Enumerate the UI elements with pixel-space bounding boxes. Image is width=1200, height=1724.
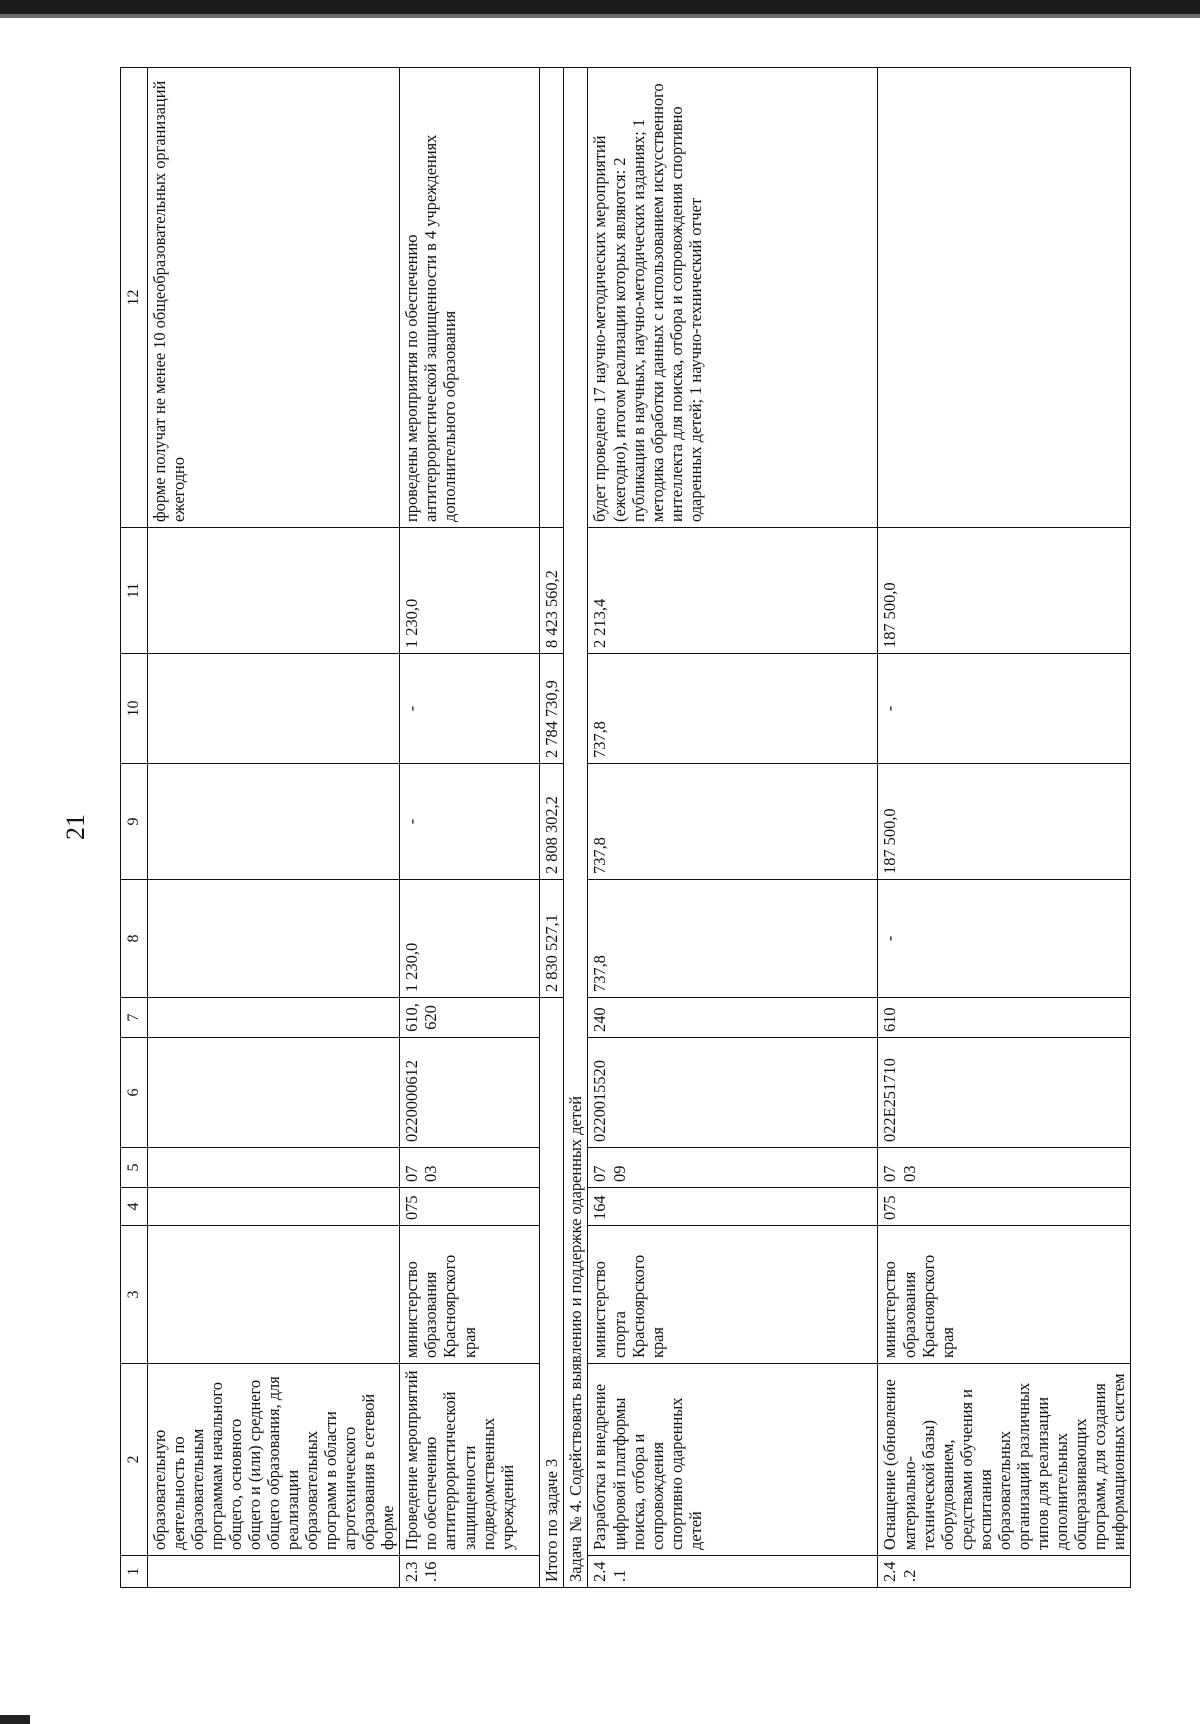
column-number-row — [121, 68, 148, 1588]
col-num-8: 8 — [121, 880, 148, 998]
cell-year2: 187 500,0 — [878, 764, 1130, 880]
cell-number — [148, 1556, 400, 1588]
cell-vr: 610, 620 — [400, 998, 540, 1038]
cell-activity: Оснащение (обновление материально-технической базы) оборудованием, средствами обучения и воспитания образовательных организаций различных типов для реализации дополнительных общеразвивающих программ, для создания информационных систем — [878, 1364, 1130, 1556]
col-num-1: 1 — [121, 1556, 148, 1588]
total-year2: 2 808 302,2 — [540, 764, 564, 880]
table-row-2-3-16 — [400, 68, 540, 1588]
cell-year1 — [148, 880, 400, 998]
col-num-7: 7 — [121, 998, 148, 1038]
col-num-12: 12 — [121, 68, 148, 528]
cell-csr — [148, 1038, 400, 1148]
cell-activity: Проведение мероприятий по обеспечению антитеррористической защищенности подведомственных учреждений — [400, 1364, 540, 1556]
cell-year3: - — [400, 654, 540, 764]
total-result — [540, 68, 564, 528]
col-num-5: 5 — [121, 1148, 148, 1188]
cell-number: 2.3.16 — [400, 1556, 540, 1588]
col-num-3: 3 — [121, 1226, 148, 1364]
cell-total: 187 500,0 — [878, 528, 1130, 654]
scan-top-border — [0, 0, 1200, 14]
cell-executor: министерство образования Красноярского края — [400, 1226, 540, 1364]
total-year1: 2 830 527,1 — [540, 880, 564, 998]
table-row-task-4-heading — [564, 68, 588, 1588]
col-num-10: 10 — [121, 654, 148, 764]
cell-result: форме получат не менее 10 общеобразовательных организаций ежегодно — [148, 68, 400, 528]
table-row-total-task-3 — [540, 68, 564, 1588]
cell-grbs: 075 — [878, 1188, 1130, 1226]
cell-result: проведены мероприятия по обеспечению антитеррористической защищенности в 4 учреждениях дополнительного образования — [400, 68, 540, 528]
total-sum: 8 423 560,2 — [540, 528, 564, 654]
budget-table — [120, 67, 1131, 1588]
cell-activity: Разработка и внедрение цифровой платформы поиска, отбора и сопровождения спортивно одаренных детей — [588, 1364, 878, 1556]
cell-executor: министерство образования Красноярского края — [878, 1226, 1130, 1364]
cell-vr: 240 — [588, 998, 878, 1038]
cell-executor: министерство спорта Красноярского края — [588, 1226, 878, 1364]
cell-year3: - — [878, 654, 1130, 764]
col-num-11: 11 — [121, 528, 148, 654]
cell-total: 1 230,0 — [400, 528, 540, 654]
cell-csr: 022E251710 — [878, 1038, 1130, 1148]
cell-year3: 737,8 — [588, 654, 878, 764]
cell-year1: 1 230,0 — [400, 880, 540, 998]
page-number: 21 — [61, 814, 90, 840]
scan-corner-mark — [0, 1715, 30, 1724]
cell-activity: образовательную деятельность по образовательным программам начального общего, основного общего и (или) среднего общего образования, для реализации образовательных программ в области агротехнического образования в сетевой форме — [148, 1364, 400, 1556]
cell-year2: - — [400, 764, 540, 880]
rotated-page-content — [120, 68, 1128, 1588]
cell-section: 07 09 — [588, 1148, 878, 1188]
cell-result: будет проведено 17 научно-методических мероприятий (ежегодно), итогом реализации которых являются: 2 публикации в научных, научно-методических изданиях; 1 методика обработки данных с использованием искусственного интеллекта для поиска, отбора и сопровождения спортивно одаренных детей; 1 научно-технический отчет — [588, 68, 878, 528]
cell-csr: 0220000612 — [400, 1038, 540, 1148]
cell-grbs — [148, 1188, 400, 1226]
cell-total: 2 213,4 — [588, 528, 878, 654]
cell-executor — [148, 1226, 400, 1364]
task-heading: Задача № 4. Содействовать выявлению и поддержке одаренных детей — [564, 68, 588, 1588]
table-row-2-4-1 — [588, 68, 878, 1588]
col-num-2: 2 — [121, 1364, 148, 1556]
table-row-continued — [148, 68, 400, 1588]
col-num-6: 6 — [121, 1038, 148, 1148]
cell-year3 — [148, 654, 400, 764]
table-row-2-4-2 — [878, 68, 1130, 1588]
cell-year2: 737,8 — [588, 764, 878, 880]
cell-section: 07 03 — [878, 1148, 1130, 1188]
cell-grbs: 075 — [400, 1188, 540, 1226]
cell-year1: - — [878, 880, 1130, 998]
scan-top-border-shadow — [0, 14, 1200, 18]
cell-grbs: 164 — [588, 1188, 878, 1226]
cell-year2 — [148, 764, 400, 880]
total-label: Итого по задаче 3 — [540, 998, 564, 1588]
cell-section: 07 03 — [400, 1148, 540, 1188]
cell-vr: 610 — [878, 998, 1130, 1038]
cell-number: 2.4.2 — [878, 1556, 1130, 1588]
cell-result — [878, 68, 1130, 528]
cell-year1: 737,8 — [588, 880, 878, 998]
cell-total — [148, 528, 400, 654]
cell-csr: 0220015520 — [588, 1038, 878, 1148]
total-year3: 2 784 730,9 — [540, 654, 564, 764]
cell-section — [148, 1148, 400, 1188]
cell-number: 2.4.1 — [588, 1556, 878, 1588]
cell-vr — [148, 998, 400, 1038]
col-num-4: 4 — [121, 1188, 148, 1226]
col-num-9: 9 — [121, 764, 148, 880]
